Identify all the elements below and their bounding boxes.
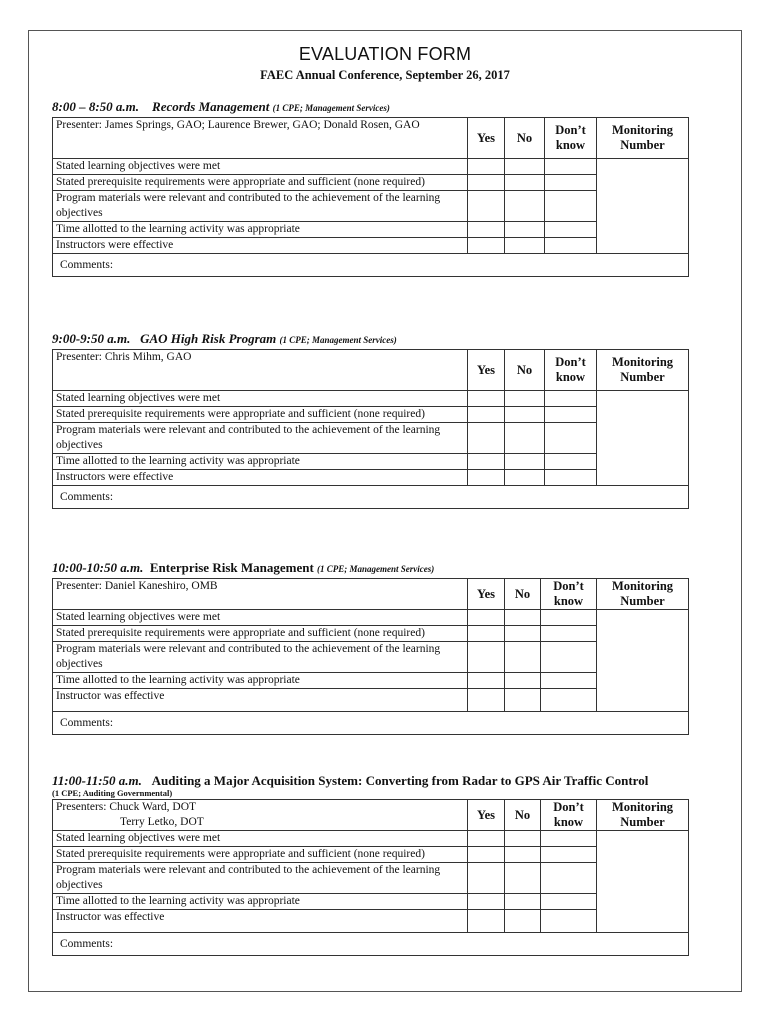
dont-know-checkbox[interactable]	[545, 407, 597, 423]
yes-checkbox[interactable]	[468, 894, 505, 910]
dont-know-header: Don’t know	[545, 350, 597, 391]
criterion-label: Program materials were relevant and contributed to the achievement of the learning objectives	[53, 642, 468, 673]
dont-know-checkbox[interactable]	[545, 423, 597, 454]
monitoring-number-header: Monitoring Number	[597, 350, 689, 391]
criterion-label: Stated learning objectives were met	[53, 391, 468, 407]
criterion-label: Stated learning objectives were met	[53, 831, 468, 847]
yes-checkbox[interactable]	[468, 175, 505, 191]
presenter-cell: Presenter: Daniel Kaneshiro, OMB	[53, 579, 468, 610]
presenter-cell: Presenter: Chris Mihm, GAO	[53, 350, 468, 391]
dont-know-checkbox[interactable]	[545, 238, 597, 254]
dont-know-checkbox[interactable]	[545, 175, 597, 191]
dont-know-checkbox[interactable]	[545, 159, 597, 175]
yes-checkbox[interactable]	[468, 847, 505, 863]
yes-checkbox[interactable]	[468, 454, 505, 470]
yes-header: Yes	[468, 118, 505, 159]
dont-know-checkbox[interactable]	[541, 910, 597, 933]
no-checkbox[interactable]	[505, 222, 545, 238]
no-checkbox[interactable]	[505, 894, 541, 910]
dont-know-checkbox[interactable]	[545, 454, 597, 470]
yes-header: Yes	[468, 800, 505, 831]
monitoring-number-header: Monitoring Number	[597, 118, 689, 159]
dont-know-checkbox[interactable]	[541, 847, 597, 863]
session-cpe: (1 CPE; Management Services)	[317, 564, 435, 574]
criterion-label: Time allotted to the learning activity was appropriate	[53, 454, 468, 470]
session-cpe: (1 CPE; Auditing Governmental)	[52, 788, 173, 798]
criterion-label: Program materials were relevant and contributed to the achievement of the learning objectives	[53, 863, 468, 894]
dont-know-header: Don’t know	[541, 800, 597, 831]
no-checkbox[interactable]	[505, 673, 541, 689]
yes-checkbox[interactable]	[468, 863, 505, 894]
yes-checkbox[interactable]	[468, 673, 505, 689]
monitoring-number-field[interactable]	[597, 831, 689, 933]
no-header: No	[505, 579, 541, 610]
no-checkbox[interactable]	[505, 626, 541, 642]
session-section-2	[52, 331, 688, 509]
evaluation-table	[52, 117, 689, 277]
yes-checkbox[interactable]	[468, 470, 505, 486]
criterion-label: Instructors were effective	[53, 470, 468, 486]
criterion-label: Time allotted to the learning activity was appropriate	[53, 673, 468, 689]
evaluation-table	[52, 578, 689, 735]
yes-checkbox[interactable]	[468, 610, 505, 626]
page-subtitle: FAEC Annual Conference, September 26, 2017	[260, 68, 510, 82]
no-checkbox[interactable]	[505, 454, 545, 470]
dont-know-checkbox[interactable]	[545, 391, 597, 407]
dont-know-checkbox[interactable]	[541, 689, 597, 712]
no-checkbox[interactable]	[505, 863, 541, 894]
dont-know-checkbox[interactable]	[545, 222, 597, 238]
yes-header: Yes	[468, 350, 505, 391]
session-time: 9:00-9:50 a.m.	[52, 331, 131, 346]
session-heading	[52, 331, 688, 348]
no-checkbox[interactable]	[505, 175, 545, 191]
criterion-label: Stated prerequisite requirements were appropriate and sufficient (none required)	[53, 847, 468, 863]
no-checkbox[interactable]	[505, 910, 541, 933]
session-topic: Enterprise Risk Management	[149, 560, 314, 575]
session-heading	[52, 773, 688, 788]
session-topic: GAO High Risk Program	[140, 331, 277, 346]
comments-field[interactable]: Comments:	[53, 254, 689, 277]
yes-checkbox[interactable]	[468, 642, 505, 673]
session-topic: Records Management	[152, 99, 270, 114]
no-checkbox[interactable]	[505, 831, 541, 847]
dont-know-checkbox[interactable]	[541, 831, 597, 847]
dont-know-header: Don’t know	[545, 118, 597, 159]
no-header: No	[505, 800, 541, 831]
yes-checkbox[interactable]	[468, 238, 505, 254]
monitoring-number-field[interactable]	[597, 391, 689, 486]
session-heading	[52, 560, 688, 577]
criterion-label: Instructors were effective	[53, 238, 468, 254]
no-checkbox[interactable]	[505, 238, 545, 254]
session-time: 8:00 – 8:50 a.m.	[52, 99, 140, 114]
no-checkbox[interactable]	[505, 689, 541, 712]
criterion-label: Stated prerequisite requirements were appropriate and sufficient (none required)	[53, 407, 468, 423]
dont-know-header: Don’t know	[541, 579, 597, 610]
yes-checkbox[interactable]	[468, 626, 505, 642]
comments-field[interactable]: Comments:	[53, 933, 689, 956]
criterion-label: Instructor was effective	[53, 910, 468, 933]
dont-know-checkbox[interactable]	[541, 610, 597, 626]
no-header: No	[505, 350, 545, 391]
no-checkbox[interactable]	[505, 610, 541, 626]
monitoring-number-field[interactable]	[597, 610, 689, 712]
session-section-1	[52, 99, 688, 277]
criterion-label: Time allotted to the learning activity was appropriate	[53, 222, 468, 238]
dont-know-checkbox[interactable]	[541, 863, 597, 894]
comments-field[interactable]: Comments:	[53, 712, 689, 735]
yes-checkbox[interactable]	[468, 831, 505, 847]
yes-checkbox[interactable]	[468, 407, 505, 423]
dont-know-checkbox[interactable]	[545, 470, 597, 486]
no-checkbox[interactable]	[505, 407, 545, 423]
presenter-cell	[53, 800, 468, 831]
criterion-label: Time allotted to the learning activity was appropriate	[53, 894, 468, 910]
no-header: No	[505, 118, 545, 159]
session-section-3	[52, 560, 688, 735]
session-heading	[52, 99, 688, 116]
dont-know-checkbox[interactable]	[541, 642, 597, 673]
presenter-line: Presenters: Chuck Ward, DOT	[56, 801, 197, 813]
session-time: 11:00-11:50 a.m.	[52, 773, 142, 788]
comments-field[interactable]: Comments:	[53, 486, 689, 509]
no-checkbox[interactable]	[505, 847, 541, 863]
monitoring-number-header: Monitoring Number	[597, 800, 689, 831]
session-time: 10:00-10:50 a.m.	[52, 560, 144, 575]
yes-checkbox[interactable]	[468, 391, 505, 407]
dont-know-checkbox[interactable]	[541, 894, 597, 910]
presenter-cell: Presenter: James Springs, GAO; Laurence Brewer, GAO; Donald Rosen, GAO	[53, 118, 468, 159]
dont-know-checkbox[interactable]	[541, 626, 597, 642]
no-checkbox[interactable]	[505, 391, 545, 407]
yes-checkbox[interactable]	[468, 689, 505, 712]
no-checkbox[interactable]	[505, 642, 541, 673]
criterion-label: Stated learning objectives were met	[53, 610, 468, 626]
page-title: EVALUATION FORM	[298, 44, 472, 64]
session-cpe: (1 CPE; Management Services)	[279, 335, 397, 345]
session-topic: Auditing a Major Acquisition System: Converting from Radar to GPS Air Traffic Control	[151, 773, 649, 788]
criterion-label: Stated prerequisite requirements were appropriate and sufficient (none required)	[53, 626, 468, 642]
no-checkbox[interactable]	[505, 191, 545, 222]
criterion-label: Stated prerequisite requirements were appropriate and sufficient (none required)	[53, 175, 468, 191]
presenter-line: Terry Letko, DOT	[120, 816, 204, 828]
yes-checkbox[interactable]	[468, 222, 505, 238]
no-checkbox[interactable]	[505, 159, 545, 175]
yes-checkbox[interactable]	[468, 191, 505, 222]
dont-know-checkbox[interactable]	[541, 673, 597, 689]
session-cpe: (1 CPE; Management Services)	[272, 103, 390, 113]
no-checkbox[interactable]	[505, 423, 545, 454]
monitoring-number-field[interactable]	[597, 159, 689, 254]
no-checkbox[interactable]	[505, 470, 545, 486]
yes-checkbox[interactable]	[468, 423, 505, 454]
yes-header: Yes	[468, 579, 505, 610]
dont-know-checkbox[interactable]	[545, 191, 597, 222]
yes-checkbox[interactable]	[468, 159, 505, 175]
monitoring-number-header: Monitoring Number	[597, 579, 689, 610]
evaluation-table	[52, 799, 689, 956]
criterion-label: Instructor was effective	[53, 689, 468, 712]
session-section-4	[52, 773, 688, 956]
criterion-label: Stated learning objectives were met	[53, 159, 468, 175]
criterion-label: Program materials were relevant and contributed to the achievement of the learning objectives	[53, 191, 468, 222]
criterion-label: Program materials were relevant and contributed to the achievement of the learning objectives	[53, 423, 468, 454]
yes-checkbox[interactable]	[468, 910, 505, 933]
evaluation-table	[52, 349, 689, 509]
